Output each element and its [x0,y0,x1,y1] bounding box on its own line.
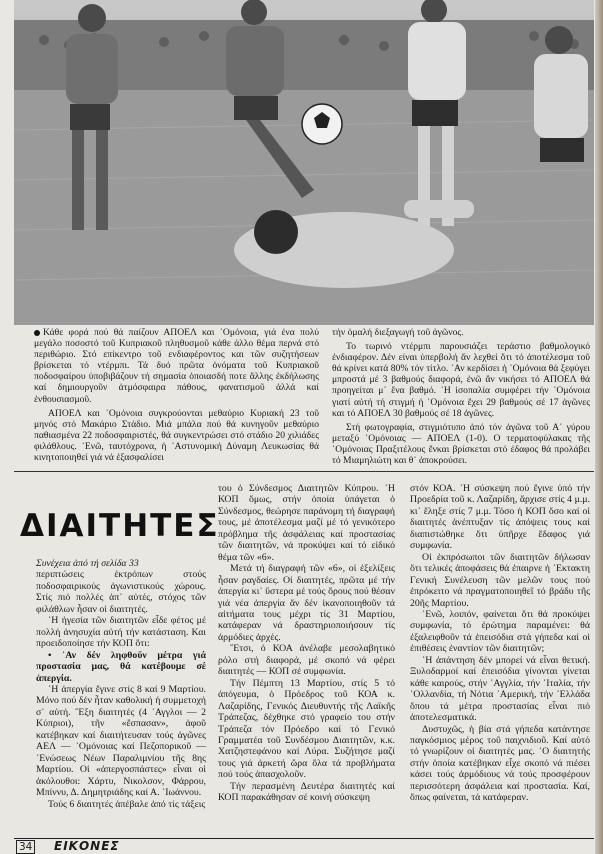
caption-paragraph: Το τωρινό ντέρμπι παρουσιάζει τεράστιο βαθμολογικό ἐνδιαφέρον. Δέν είναι ὑπερβολή ἄν λεχθεί ὅτι τό ἀποτέλεσμα τοῦ θά κρίνει κατά 80% τόν τίτλο. ᾿Αν κερδίσει ἡ ᾿Ομόνοια θά ξεφύγει μπροστά μέ 3 βαθμούς διαφορά, ἐνῶ ἄν νικήσει τό ΑΠΟΕΛ θά προηγείται μ᾿ ἕνα βαθμό. ῾Η ἰσοπαλία συμφέρει τήν ᾿Ομόνοια γιατί αὐτή τή στιγμή ἡ ᾿Ομόνοια ἔχει 29 βαθμούς σέ 17 ἀγῶνες και τό ΑΠΟΕΛ 30 βαθμούς σέ 18 ἀγῶνες. [332,341,590,419]
article-paragraph: Τούς 6 διαιτητές ἀπέβαλε ἀπό τίς τάξεις [48,798,206,810]
article-paragraph: Τήν Πέμπτη 13 Μαρτίου, στίς 5 τό ἀπόγευμα, ὁ Πρόεδρος τοῦ ΚΟΑ κ. Λαζαρίδης, Γενικός Διευθυντής τῆς Λαϊκῆς Τράπεζας, δέχθηκε στό γραφείο του στήν Τράπεζα τόν Πρόεδρο καί τό Γενικό Γραμματέα τοῦ Συνδέσμου Διαιτητῶν, κ.κ. Χατζηστεφάνου καί Λύρα. Συζήτησε μαζί τους γιά ἀρκετή ὥρα ὅλα τά προβλήματα πού τούς ἀπασχολοῦν. [218,677,395,781]
page-footer [14,838,594,854]
article-paragraph: • ᾿Αν δέν ληφθοῦν μέτρα γιά προστασία μας, θά κατέβουμε σέ ἀπεργία. [36,649,206,684]
caption-paragraph: τήν ὁμαλή διεξαγωγή τοῦ ἀγῶνος. [332,327,464,338]
football-match-photo-icon [14,0,594,325]
caption-paragraph: ΑΠΟΕΛ και ᾿Ομόνοια συγκρούονται μεθαύριο Κυριακή 23 τοῦ μηνός στό Μακάριο Στάδιο. Μιά μπάλα πού θά κυνηγοῦν μεθαύριο παθιασμένα 22 ποδοσφαιριστές, θά συγκεντρώσει στό στάδιο 20 χιλιάδες φιλάθλους. ᾿Ενῶ, ταυτόχρονα, ἡ ᾿Αστυνομική Δύναμη Λευκωσίας θά κινητοποιηθεί γιά νά ἐξασφαλίσει [34,407,319,464]
article-paragraph: Οἱ ἐκπρόσωποι τῶν διαιτητῶν δήλωσαν ὅτι τελικές ἀποφάσεις θά ἐπαιρνε ἡ ᾿Εκτακτη Γενική Συνέλευση τῶν μελῶν τους πού ἐπρόκειτο νά πραγματοποιηθεῖ τό βράδυ τῆς 20ῆς Μαρτίου. [410,551,590,609]
photo-caption-right [332,327,590,466]
article-heading: ΔΙΑΙΤΗΤΕΣ [20,508,220,544]
caption-paragraph: Στή φωτογραφία, στιγμιότυπο ἀπό τόν ἀγῶνα τοῦ Α᾿ γύρου μεταξύ ᾿Ομόνοιας — ΑΠΟΕΛ (1-0). Ο τερματοφύλακας τῆς ᾿Ομόνοιας Πραξιτέλους ἔνκαι βρίσκεται στό έδαφος θά προλάβει τό Μιαμηλιώτη και θ᾿ ἀποκρούσει. [332,421,590,467]
page-binding-edge [595,0,603,854]
article-column-3 [410,483,590,804]
article-paragraph: Τήν περασμένη Δευτέρα διαιτητές καί ΚΟΠ παρακάθησαν σέ κοινή σύσκεψη [218,780,395,804]
magazine-name: ΕΙΚΟΝΕΣ [54,839,120,853]
article-paragraph: ῾Η ἀπάντηση δέν μπορεί νά εἶναι θετική. Ξυλοδαρμοί καί ἐπεισόδια γίνονται γίνεται κάθε καιρούς, στήν ᾿Αγγλία, τήν ᾿Ιταλία, τήν ᾿Ολλανδία, τή Νότια ᾿Αμερική, τήν ᾿Ελλάδα ὅπου τά μέτρα προστασίας εἶναι πιό ἀποτελεσματικά. [410,654,590,724]
article-paragraph: περιπτώσεις ἐκτρόπων στούς ποδοσφαιρικούς ἀγωνιστικούς χώρους. Στίς πιό πολλές ἀπ᾿ αὐτές, στόχος τῶν φιλάθλων ἦσαν οἱ διαιτητές. [36,569,206,615]
article-paragraph: ᾿Ενῶ, λοιπόν, φαίνεται ὅτι θά προκύψει συμφωνία, τό ἐρώτημα παραμένει: θά ἐξαλειφθοῦν τά ἐπεισόδια στά γήπεδα καί οἱ ἐπιθέσεις ἐναντίον τῶν διαιτητῶν; [410,608,590,655]
caption-paragraph: Κάθε φορά πού θά παίζουν ΑΠΟΕΛ και ᾿Ομόνοια, γιά ένα πολύ μεγάλο ποσοστό τοῦ Κυπριακοῦ πληθυσμοῦ κάθε άλλο θέμα περνά στό περιθώριο. Στό επίκεντρο τοῦ ενδιαφέροντος και τῶν συζητήσεων βρίσκεται τό ντέρμπι. Τά δυό πρῶτα ὀνόματα τοῦ Κυπριακοῦ ποδοσφαίρου ὑποβιβάζουν τή σημασία ὁποιασδή ποτε ἄλλης ἐκδήλωσης καί δημιουργοῦν ἀτμόσφαιρα πάθους, φανατισμοῦ ἀλλά καί ἐνθουσιασμοῦ. [34,327,319,405]
continued-note: Συνέχεια ἀπό τή σελίδα 33 [36,558,139,569]
section-divider [14,471,594,472]
article-paragraph: ῎Ετσι, ὁ ΚΟΑ ἀνέλαβε μεσολαβητικό ρόλο στή διαφορά, μέ σκοπό νά φέρει διαιτητές — ΚΟΠ σέ συμφωνία. [218,643,395,678]
football-match-photo [14,0,594,325]
article-paragraph: στόν ΚΟΑ. ῾Η σύσκεψη πού ἔγινε ὑπό τήν Προεδρία τοῦ κ. Λαζαρίδη, ἄρχισε στίς 4 μ.μ. κι᾿ ἔληξε στίς 7 μ.μ. Τόσο ἡ ΚΟΠ ὅσο καί οἱ διαιτητές ἀνέπτυξαν τίς ἀπόψεις τους καί διαπιστώθηκε ὅτι ὑπῆρχε ἔδαφος γιά συμφωνία. [410,483,590,552]
page-number: 34 [16,840,35,854]
article-paragraph: του ὁ Σύνδεσμος Διαιτητῶν Κύπρου. ῾Η ΚΟΠ ὅμως, στήν ὁποία ὑπάγεται ὁ Σύνδεσμος, θεώρησε παράνομη τή διαγραφή τους, μέ ἀποτέλεσμα μαζί μέ τό γενικότερο πρόβλημα τῆς ἀσφάλειας καί προστασίας τῶν διαιτητῶν, νά προκύψει καί τό εἰδικό θέμα τῶν «6». [218,483,395,563]
article-column-2 [218,483,395,804]
photo-caption-left [34,327,319,463]
article-paragraph: Δυστυχῶς, ἡ βία στά γήπεδα κατάντησε παγκόσμιος μέρος τοῦ παιχνιδιοῦ. Καί αὐτό τό γνωρίζουν οἱ διαιτητές μας. ῾Ο διαιτητής στήν ὁποία κατέβηκαν εἶχε σκοπό νά πιέσει κάσει τούς ἁρμόδιους νά τούς προσφέρουν περισσότερη ἀσφάλεια καί προστασία. Καί, ὅπως φαίνεται, τά κατάφεραν. [410,723,590,804]
bullet-icon [34,330,40,336]
article-column-1 [36,558,206,810]
article-paragraph: ῾Η ἡγεσία τῶν διαιτητῶν εἶδε φέτος μέ πολλή ἀνησυχία αὐτή τήν κατάσταση. Και προειδοποίησε τήν ΚΟΠ ὅτι: [36,615,206,650]
article-paragraph: Μετά τή διαγραφή τῶν «6», οἱ ἐξελίξεις ἦσαν ραγδαίες. Οἱ διαιτητές, πρῶτα μέ τήν ἀπεργία κι᾿ ὕστερα μέ τούς ὅρους πού θέσαν γιά νέα ἀπεργία ἄν δέν ἱκανοποιηθοῦν τά αἰτήματα τους μέχρι τίς 31 Μαρτίου, κατάφεραν νά δραστηριοποιήσουν τίς ἁρμόδιες ἀρχές. [218,563,395,643]
article-paragraph: ῾Η ἀπεργία ἔγινε στίς 8 καί 9 Μαρτίου. Μόνο πού δέν ἦταν καθολική ἡ συμμετοχή σ᾿ αὐτή. ῞Εξη διαιτητές (4 ᾿Αγγλοι — 2 Κύπριοι), τῆν «ἔσπασαν», ἀφοῦ κατέβηκαν καί διαιτήτευσαν τούς ἀγῶνες ΑΕΛ — ᾿Ομόνοιας καί Πεζοπορικοῦ — ᾿Ενώσεως Νέων Παραλιμνίου τῆς 8ης Μαρτίου. Οἱ «ἀπεργοσπάστες» εἶναι οἱ ἀκόλουθοι: Χάρτυ, Νικολσον, Φάρρου, Μπίννυ, Δ. Δημητριάδης καί Α. ᾿Ιωάννου. [36,683,206,799]
